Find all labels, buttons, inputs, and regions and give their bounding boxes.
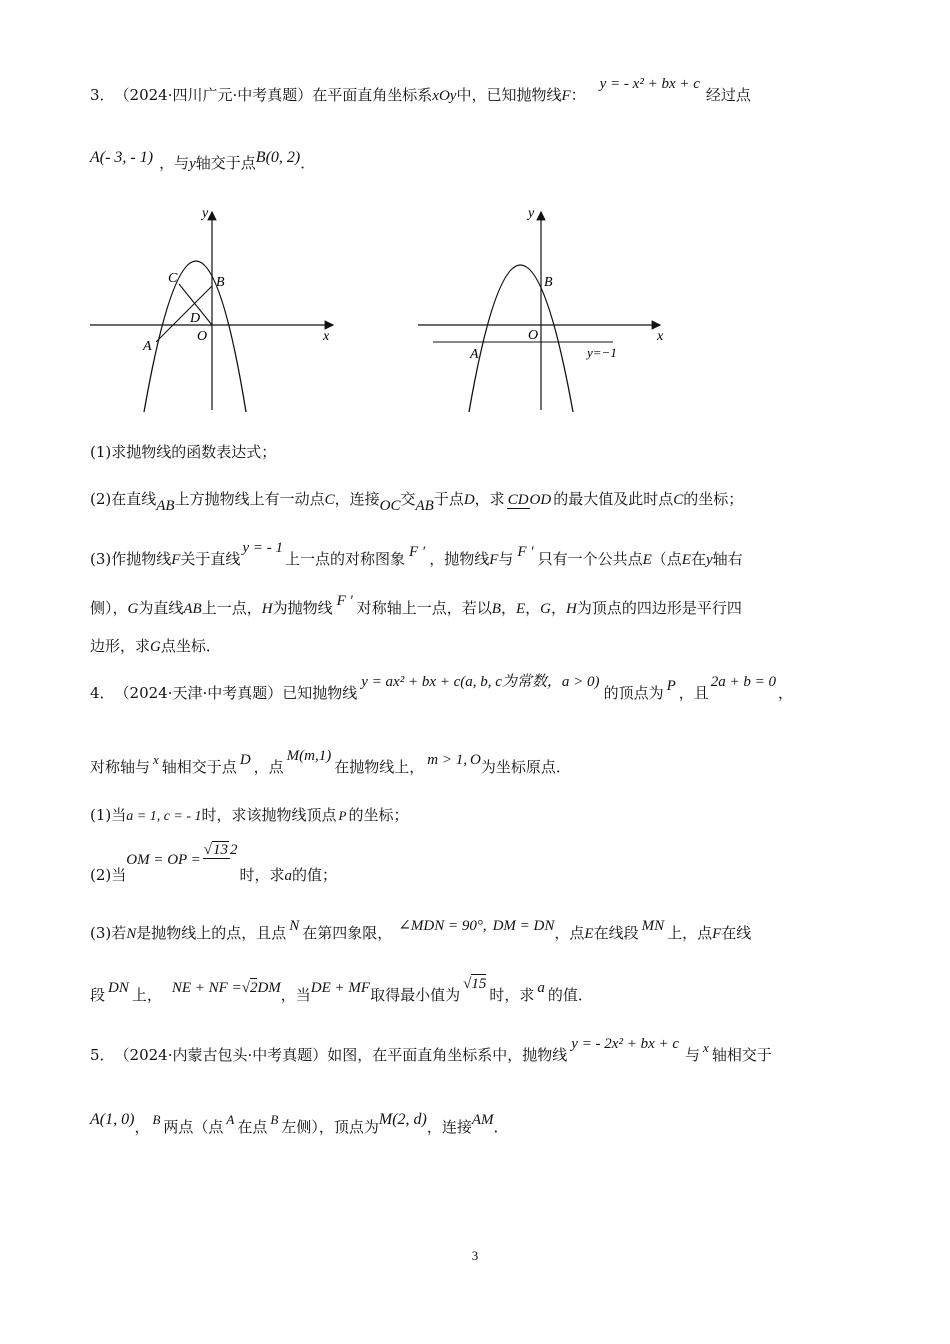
q3-line1: 3．（2024·四川广元·中考真题）在平面直角坐标系xOy中，已知抛物线F：y = - x² + bx + c经过点 bbox=[90, 76, 751, 104]
parabola-curve bbox=[144, 261, 246, 412]
parabola-formula: y = - 2x² + bx + c bbox=[571, 1036, 680, 1052]
figure-2 bbox=[415, 200, 675, 420]
question-source: （2024·内蒙古包头·中考真题） bbox=[114, 1046, 328, 1064]
q5-line1: 5．（2024·内蒙古包头·中考真题）如图，在平面直角坐标系中，抛物线y = - 2x² + bx + c与 x 轴相交于 bbox=[90, 1036, 772, 1064]
label-a: A bbox=[143, 339, 152, 354]
label-b: B bbox=[216, 275, 225, 290]
q4-line1: 4．（2024·天津·中考真题）已知抛物线y = ax² + bx + c(a, b, c为常数，a > 0)的顶点为 P ，且2a + b = 0， bbox=[90, 674, 794, 702]
question-number: 5． bbox=[90, 1046, 115, 1064]
q4-line2: 对称轴与 x 轴相交于点 D ，点M(m,1)在抛物线上， m > 1, O为坐标原点． bbox=[90, 748, 571, 776]
label-o: O bbox=[528, 328, 539, 343]
label-x: x bbox=[657, 329, 664, 344]
point-b: B(0, 2) bbox=[255, 149, 301, 166]
label-b: B bbox=[544, 275, 553, 290]
label-c: C bbox=[168, 271, 178, 286]
fraction-sqrt13-over-2: √13 2 bbox=[203, 841, 238, 858]
point-m: M(2, d) bbox=[378, 1111, 427, 1128]
page-number: 3 bbox=[471, 1248, 479, 1263]
parabola-curve bbox=[469, 265, 573, 412]
q3-part3-line2: 侧），G为直线AB上一点，H为抛物线 F ′ 对称轴上一点，若以B，E，G，H为顶点的四边形是平行四 bbox=[90, 593, 742, 617]
label-y: y bbox=[528, 206, 535, 221]
label-x: x bbox=[323, 329, 330, 344]
question-source: （2024·天津·中考真题） bbox=[114, 684, 283, 702]
q5-line2: A(1, 0)， B 两点（点 A 在点 B 左侧），顶点为M(2, d)，连接AM． bbox=[90, 1111, 509, 1136]
question-number: 4． bbox=[90, 684, 115, 702]
sqrt-2: √2 bbox=[241, 980, 258, 996]
parabola-formula: y = - x² + bx + c bbox=[599, 76, 700, 92]
figure-1 bbox=[88, 200, 348, 420]
q4-part3-line2: 段 DN 上， NE + NF =√2DM，当DE + MF取得最小值为√15时，求 a 的值． bbox=[90, 976, 593, 1004]
fraction-cd-od: CDOD bbox=[507, 491, 552, 508]
parabola-formula: y = ax² + bx + c bbox=[361, 674, 461, 690]
q3-part2: (2)在直线AB上方抛物线上有一动点C，连接OC交AB于点D，求 CDOD 的最大值及此时点C的坐标； bbox=[90, 490, 744, 514]
question-source: （2024·四川广元·中考真题） bbox=[114, 86, 313, 104]
q4-part1: (1)当a = 1, c = - 1时，求该抛物线顶点 P 的坐标； bbox=[90, 806, 409, 824]
q4-part2: (2)当OM = OP =√13 2时，求a的值； bbox=[90, 841, 338, 884]
sqrt-13: √13 bbox=[203, 841, 229, 858]
label-y: y bbox=[202, 206, 209, 221]
label-d: D bbox=[190, 311, 201, 326]
q3-part3-line3: 边形，求G点坐标． bbox=[90, 637, 221, 655]
question-number: 3． bbox=[90, 86, 115, 104]
q4-part3-line1: (3)若N是抛物线上的点，且点 N 在第四象限， ∠MDN = 90°, DM = DN，点E在线段 MN 上，点F在线 bbox=[90, 918, 752, 942]
q3-part3-line1: (3)作抛物线F关于直线y = - 1上一点的对称图象 F ′ ，抛物线F与 F ′ 只有一个公共点E（点E在y轴右 bbox=[90, 540, 743, 568]
label-o: O bbox=[197, 329, 208, 344]
label-a: A bbox=[470, 347, 479, 362]
q3-part1: (1)求抛物线的函数表达式； bbox=[90, 443, 277, 461]
point-a: A(- 3, - 1) bbox=[90, 149, 154, 166]
sqrt-15: √15 bbox=[463, 976, 487, 992]
point-a: A(1, 0) bbox=[90, 1111, 135, 1128]
label-line: y=−1 bbox=[587, 345, 617, 360]
q3-line2: A(- 3, - 1) ，与y轴交于点B(0, 2)． bbox=[90, 149, 316, 172]
